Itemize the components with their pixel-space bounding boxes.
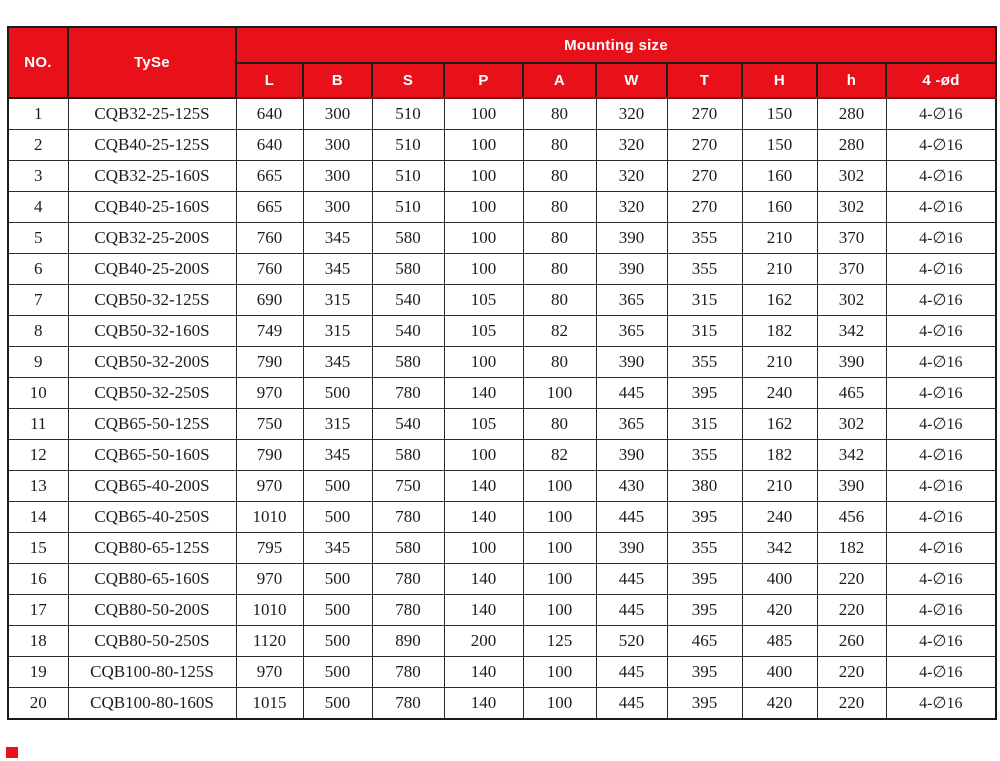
cell-bolt-holes: 4-∅16 [886,657,996,688]
cell-dim: 315 [667,316,742,347]
cell-dim: 125 [523,626,596,657]
cell-bolt-holes: 4-∅16 [886,223,996,254]
cell-dim: 320 [596,161,667,192]
cell-type: CQB80-65-125S [68,533,236,564]
cell-dim: 395 [667,657,742,688]
cell-dim: 465 [667,626,742,657]
cell-dim: 100 [444,223,523,254]
cell-dim: 690 [236,285,303,316]
cell-dim: 390 [596,223,667,254]
cell-dim: 220 [817,564,886,595]
cell-dim: 445 [596,502,667,533]
cell-dim: 182 [742,316,817,347]
cell-type: CQB50-32-160S [68,316,236,347]
cell-dim: 302 [817,285,886,316]
cell-dim: 640 [236,98,303,130]
cell-type: CQB40-25-125S [68,130,236,161]
cell-dim: 280 [817,98,886,130]
table-header [8,27,996,98]
cell-dim: 370 [817,254,886,285]
cell-dim: 160 [742,161,817,192]
cell-dim: 100 [444,347,523,378]
cell-no: 7 [8,285,68,316]
cell-dim: 210 [742,347,817,378]
cell-dim: 345 [303,347,372,378]
table-row [8,657,996,688]
cell-dim: 355 [667,223,742,254]
cell-no: 14 [8,502,68,533]
cell-dim: 365 [596,409,667,440]
cell-dim: 390 [596,254,667,285]
cell-bolt-holes: 4-∅16 [886,98,996,130]
cell-dim: 82 [523,316,596,347]
table-row [8,378,996,409]
cell-dim: 140 [444,595,523,626]
table-row [8,440,996,471]
cell-dim: 500 [303,657,372,688]
cell-dim: 780 [372,564,444,595]
col-header-A: A [523,63,596,98]
cell-dim: 500 [303,471,372,502]
cell-type: CQB80-65-160S [68,564,236,595]
cell-dim: 1010 [236,595,303,626]
cell-type: CQB100-80-160S [68,688,236,720]
cell-dim: 510 [372,130,444,161]
cell-dim: 395 [667,595,742,626]
cell-bolt-holes: 4-∅16 [886,471,996,502]
cell-dim: 100 [523,378,596,409]
cell-dim: 390 [596,440,667,471]
cell-dim: 390 [596,347,667,378]
cell-dim: 80 [523,409,596,440]
cell-no: 12 [8,440,68,471]
table-row [8,130,996,161]
cell-type: CQB40-25-200S [68,254,236,285]
cell-dim: 445 [596,564,667,595]
cell-dim: 260 [817,626,886,657]
cell-dim: 580 [372,440,444,471]
cell-dim: 100 [444,98,523,130]
cell-dim: 345 [303,440,372,471]
cell-dim: 780 [372,688,444,720]
cell-dim: 355 [667,347,742,378]
table-row [8,98,996,130]
cell-dim: 500 [303,502,372,533]
cell-dim: 355 [667,440,742,471]
cell-dim: 105 [444,409,523,440]
cell-dim: 540 [372,285,444,316]
cell-dim: 302 [817,161,886,192]
cell-no: 13 [8,471,68,502]
cell-type: CQB50-32-250S [68,378,236,409]
cell-dim: 162 [742,285,817,316]
cell-type: CQB80-50-250S [68,626,236,657]
cell-bolt-holes: 4-∅16 [886,626,996,657]
cell-type: CQB65-40-250S [68,502,236,533]
cell-dim: 970 [236,471,303,502]
cell-dim: 750 [372,471,444,502]
col-header-type: TySe [68,27,236,98]
cell-no: 1 [8,98,68,130]
cell-dim: 140 [444,502,523,533]
cell-no: 9 [8,347,68,378]
cell-dim: 320 [596,192,667,223]
cell-dim: 100 [444,533,523,564]
table-row [8,161,996,192]
cell-dim: 780 [372,378,444,409]
cell-dim: 500 [303,595,372,626]
header-group-row [8,27,996,63]
cell-dim: 220 [817,657,886,688]
cell-dim: 80 [523,161,596,192]
cell-dim: 300 [303,192,372,223]
cell-no: 3 [8,161,68,192]
cell-dim: 100 [523,564,596,595]
cell-dim: 749 [236,316,303,347]
cell-dim: 140 [444,471,523,502]
cell-dim: 395 [667,502,742,533]
cell-dim: 140 [444,657,523,688]
cell-dim: 445 [596,688,667,720]
cell-dim: 1010 [236,502,303,533]
cell-no: 10 [8,378,68,409]
cell-dim: 150 [742,130,817,161]
cell-dim: 270 [667,130,742,161]
cell-dim: 890 [372,626,444,657]
cell-dim: 970 [236,378,303,409]
cell-dim: 302 [817,192,886,223]
cell-dim: 520 [596,626,667,657]
cell-dim: 105 [444,285,523,316]
cell-dim: 100 [523,595,596,626]
cell-bolt-holes: 4-∅16 [886,316,996,347]
cell-dim: 445 [596,657,667,688]
cell-dim: 300 [303,130,372,161]
cell-dim: 100 [444,192,523,223]
cell-dim: 140 [444,378,523,409]
cell-dim: 80 [523,223,596,254]
table-row [8,688,996,720]
cell-type: CQB50-32-200S [68,347,236,378]
cell-dim: 790 [236,347,303,378]
cell-dim: 320 [596,98,667,130]
cell-dim: 400 [742,657,817,688]
cell-dim: 500 [303,688,372,720]
cell-no: 5 [8,223,68,254]
cell-no: 15 [8,533,68,564]
cell-dim: 580 [372,223,444,254]
table-row [8,595,996,626]
cell-bolt-holes: 4-∅16 [886,502,996,533]
col-header-H: H [742,63,817,98]
cell-dim: 395 [667,564,742,595]
cell-no: 18 [8,626,68,657]
cell-dim: 1120 [236,626,303,657]
cell-dim: 500 [303,378,372,409]
cell-type: CQB40-25-160S [68,192,236,223]
cell-dim: 160 [742,192,817,223]
mounting-size-table [7,26,997,720]
cell-dim: 80 [523,130,596,161]
cell-dim: 210 [742,471,817,502]
cell-dim: 150 [742,98,817,130]
cell-dim: 970 [236,564,303,595]
table-row [8,192,996,223]
col-header-S: S [372,63,444,98]
cell-no: 17 [8,595,68,626]
col-group-mounting-size: Mounting size [236,27,996,63]
cell-no: 19 [8,657,68,688]
cell-dim: 320 [596,130,667,161]
cell-bolt-holes: 4-∅16 [886,254,996,285]
cell-dim: 300 [303,161,372,192]
cell-dim: 300 [303,98,372,130]
cell-dim: 210 [742,223,817,254]
cell-dim: 420 [742,595,817,626]
col-header-T: T [667,63,742,98]
cell-bolt-holes: 4-∅16 [886,595,996,626]
cell-dim: 100 [523,502,596,533]
cell-dim: 100 [444,254,523,285]
table-row [8,316,996,347]
cell-no: 20 [8,688,68,720]
cell-dim: 240 [742,502,817,533]
cell-dim: 390 [817,471,886,502]
cell-dim: 270 [667,161,742,192]
cell-type: CQB80-50-200S [68,595,236,626]
cell-dim: 420 [742,688,817,720]
cell-dim: 465 [817,378,886,409]
cell-dim: 345 [303,533,372,564]
cell-dim: 100 [444,130,523,161]
cell-bolt-holes: 4-∅16 [886,378,996,409]
cell-dim: 640 [236,130,303,161]
cell-bolt-holes: 4-∅16 [886,688,996,720]
cell-dim: 580 [372,347,444,378]
cell-dim: 80 [523,98,596,130]
cell-dim: 182 [817,533,886,564]
cell-dim: 780 [372,657,444,688]
cell-no: 16 [8,564,68,595]
col-header-P: P [444,63,523,98]
cell-dim: 540 [372,316,444,347]
cell-bolt-holes: 4-∅16 [886,130,996,161]
cell-dim: 270 [667,98,742,130]
cell-type: CQB100-80-125S [68,657,236,688]
cell-type: CQB32-25-125S [68,98,236,130]
table-row [8,471,996,502]
cell-dim: 390 [817,347,886,378]
cell-dim: 456 [817,502,886,533]
table-row [8,285,996,316]
cell-no: 2 [8,130,68,161]
col-header-diameter: 4 -ød [886,63,996,98]
cell-dim: 665 [236,192,303,223]
cell-dim: 485 [742,626,817,657]
cell-bolt-holes: 4-∅16 [886,564,996,595]
cell-no: 4 [8,192,68,223]
cell-dim: 80 [523,347,596,378]
cell-dim: 270 [667,192,742,223]
cell-dim: 355 [667,533,742,564]
cell-no: 8 [8,316,68,347]
table-row [8,409,996,440]
cell-dim: 510 [372,192,444,223]
cell-dim: 315 [303,409,372,440]
cell-dim: 182 [742,440,817,471]
cell-dim: 345 [303,254,372,285]
cell-dim: 315 [667,285,742,316]
cell-dim: 100 [523,533,596,564]
cell-dim: 970 [236,657,303,688]
cell-dim: 365 [596,285,667,316]
cell-dim: 315 [303,285,372,316]
cell-dim: 795 [236,533,303,564]
page-corner-mark [6,747,18,758]
col-header-W: W [596,63,667,98]
col-header-L: L [236,63,303,98]
cell-dim: 580 [372,533,444,564]
cell-dim: 200 [444,626,523,657]
col-header-no: NO. [8,27,68,98]
cell-dim: 100 [523,657,596,688]
table-row [8,626,996,657]
cell-dim: 100 [444,161,523,192]
cell-dim: 750 [236,409,303,440]
cell-dim: 315 [667,409,742,440]
cell-type: CQB65-50-125S [68,409,236,440]
cell-dim: 500 [303,626,372,657]
cell-type: CQB65-40-200S [68,471,236,502]
cell-dim: 390 [596,533,667,564]
table-row [8,254,996,285]
cell-dim: 140 [444,688,523,720]
cell-dim: 100 [523,688,596,720]
table-row [8,502,996,533]
cell-dim: 365 [596,316,667,347]
table-row [8,347,996,378]
cell-dim: 445 [596,378,667,409]
col-header-h: h [817,63,886,98]
cell-bolt-holes: 4-∅16 [886,409,996,440]
cell-dim: 220 [817,688,886,720]
cell-dim: 100 [444,440,523,471]
cell-dim: 100 [523,471,596,502]
cell-dim: 210 [742,254,817,285]
cell-dim: 500 [303,564,372,595]
cell-dim: 760 [236,254,303,285]
cell-dim: 370 [817,223,886,254]
cell-dim: 80 [523,192,596,223]
cell-dim: 240 [742,378,817,409]
cell-no: 11 [8,409,68,440]
cell-dim: 395 [667,688,742,720]
cell-dim: 280 [817,130,886,161]
cell-dim: 395 [667,378,742,409]
cell-dim: 380 [667,471,742,502]
cell-dim: 345 [303,223,372,254]
cell-dim: 780 [372,595,444,626]
cell-bolt-holes: 4-∅16 [886,347,996,378]
cell-dim: 580 [372,254,444,285]
cell-type: CQB32-25-200S [68,223,236,254]
cell-dim: 140 [444,564,523,595]
cell-dim: 540 [372,409,444,440]
cell-dim: 80 [523,285,596,316]
col-header-B: B [303,63,372,98]
cell-dim: 780 [372,502,444,533]
cell-dim: 220 [817,595,886,626]
cell-dim: 355 [667,254,742,285]
cell-bolt-holes: 4-∅16 [886,533,996,564]
cell-dim: 342 [817,316,886,347]
table-row [8,533,996,564]
cell-dim: 445 [596,595,667,626]
table-row [8,223,996,254]
cell-dim: 510 [372,161,444,192]
cell-dim: 342 [817,440,886,471]
cell-dim: 510 [372,98,444,130]
cell-dim: 105 [444,316,523,347]
cell-dim: 82 [523,440,596,471]
cell-dim: 162 [742,409,817,440]
cell-dim: 315 [303,316,372,347]
cell-type: CQB50-32-125S [68,285,236,316]
cell-bolt-holes: 4-∅16 [886,192,996,223]
cell-dim: 342 [742,533,817,564]
cell-dim: 665 [236,161,303,192]
table-row [8,564,996,595]
cell-no: 6 [8,254,68,285]
cell-dim: 400 [742,564,817,595]
cell-dim: 80 [523,254,596,285]
cell-dim: 760 [236,223,303,254]
cell-dim: 1015 [236,688,303,720]
cell-type: CQB32-25-160S [68,161,236,192]
cell-type: CQB65-50-160S [68,440,236,471]
cell-dim: 302 [817,409,886,440]
table-body [8,98,996,719]
cell-bolt-holes: 4-∅16 [886,161,996,192]
cell-dim: 790 [236,440,303,471]
cell-bolt-holes: 4-∅16 [886,440,996,471]
cell-dim: 430 [596,471,667,502]
cell-bolt-holes: 4-∅16 [886,285,996,316]
